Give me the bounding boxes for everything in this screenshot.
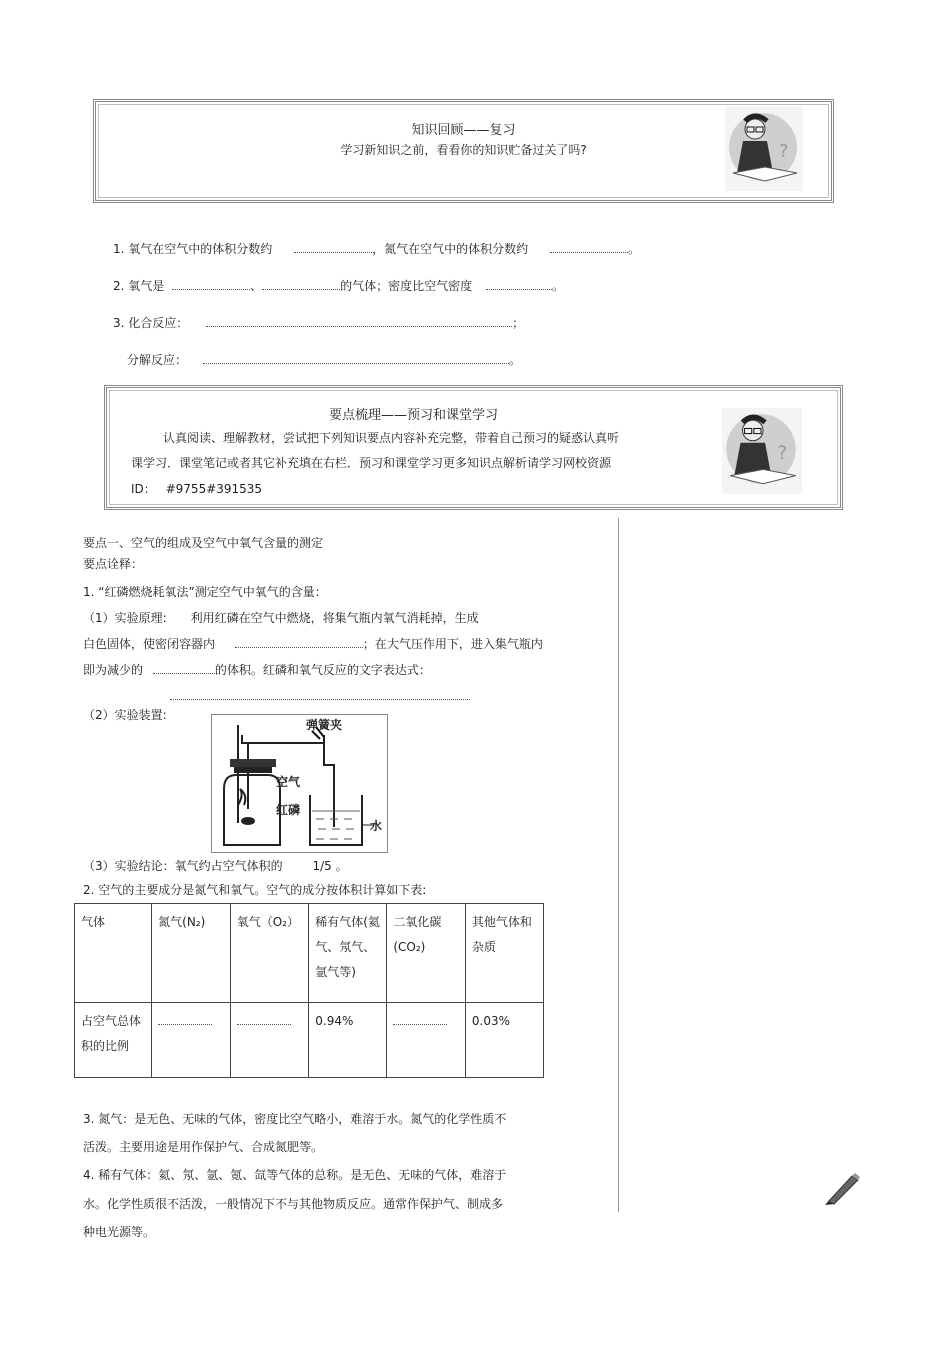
header-other: 其他气体和杂质 [465,904,543,1003]
header-oxygen: 氧气（O₂） [230,904,309,1003]
section1-p4 [83,661,431,678]
q1-blank-2[interactable] [550,240,628,253]
q3-text-b: 分解反应： [127,353,188,367]
label-phosphorus: 红磷 [276,803,301,817]
question-2 [113,277,564,294]
header-noble-gases: 稀有气体(氦气、氖气、氩气等) [309,904,387,1003]
p4-blank[interactable] [153,661,215,674]
section1-subheading: 要点诠释： [83,557,144,571]
nitrogen-p2: 活泼。主要用途是用作保护气、合成氮肥等。 [83,1140,324,1154]
section1-p3 [83,635,543,652]
cell-co2[interactable] [387,1003,466,1078]
header-co2: 二氧化碳(CO₂) [387,904,466,1003]
header-gas: 气体 [75,904,152,1003]
key-line-2: 课学习．课堂笔记或者其它补充填在右栏．预习和课堂学习更多知识点解析请学习网校资源 [131,456,612,470]
q3-text-a: 3. 化合反应： [113,316,189,330]
teacher-reading-icon [722,408,802,494]
noble-p2: 水。化学性质很不活泼，一般情况下不与其他物质反应。通常作保护气、制成多 [83,1197,504,1211]
table-row [75,1003,544,1078]
q2-text-b: 的气体；密度比空气密度 [340,279,473,293]
header-nitrogen: 氮气(N₂) [152,904,231,1003]
p3-text-a: 白色固体，使密闭容器内 [83,637,216,651]
svg-text:?: ? [777,443,788,465]
review-box [93,99,834,203]
q1-text-b: ，氮气在空气中的体积分数约 [372,242,529,256]
q1-end: 。 [627,242,640,256]
cell-nitrogen[interactable] [152,1003,231,1078]
key-points-box [104,385,843,510]
q3b-end: 。 [508,353,521,367]
noble-p1: 4. 稀有气体：氦、氖、氩、氪、氙等气体的总称。是无色、无味的气体，难溶于 [83,1168,507,1182]
p4-text-a: 即为减少的 [83,663,144,677]
p3-text-b: ；在大气压作用下，进入集气瓶内 [362,637,543,651]
label-air: 空气 [276,775,301,789]
p6-text-a: （3）实验结论：氧气约占空气体积的 [83,859,283,873]
q2-text-a: 2. 氧气是 [113,279,165,293]
cell-noble-gases: 0.94% [309,1003,387,1078]
noble-p3: 种电光源等。 [83,1225,156,1239]
p6-end: 。 [335,859,348,873]
review-subtitle: 学习新知识之前，看看你的知识贮备过关了吗? [340,143,587,157]
table-header-row [75,904,544,1003]
section1-p6 [83,858,348,874]
teacher-reading-icon [725,107,803,191]
section1-p1: 1. “红磷燃烧耗氧法”测定空气中氧气的含量： [83,585,327,599]
air-composition-table [74,903,544,1078]
pen-icon [822,1170,862,1206]
question-3b [127,351,521,368]
p6-fraction: 1/5 [312,859,332,873]
p3-blank[interactable] [235,635,363,648]
cell-other: 0.03% [465,1003,543,1078]
experiment-apparatus [211,714,388,853]
nitrogen-p1: 3. 氮气：是无色、无味的气体，密度比空气略小，难溶于水。氮气的化学性质不 [83,1112,507,1126]
section1-heading: 要点一、空气的组成及空气中氧气含量的测定 [83,536,324,550]
svg-text:?: ? [779,141,789,162]
notes-column-divider [618,518,619,1212]
question-3 [113,314,524,331]
id-label: ID： [131,482,156,496]
q3-blank-1[interactable] [206,314,512,327]
q2-sep: 、 [250,279,263,293]
key-title: 要点梳理——预习和课堂学习 [328,408,498,423]
id-value: #9755#391535 [165,482,263,496]
equation-blank[interactable] [170,699,470,700]
cell-oxygen[interactable] [230,1003,309,1078]
q2-blank-2[interactable] [262,277,340,290]
row-label: 占空气总体积的比例 [75,1003,152,1078]
section1-p7: 2. 空气的主要成分是氮气和氧气。空气的成分按体积计算如下表: [83,883,427,897]
section1-p2: （1）实验原理: 利用红磷在空气中燃烧，将集气瓶内氧气消耗掉，生成 [83,611,479,625]
question-1 [113,240,640,257]
q2-blank-3[interactable] [486,277,552,290]
q3-end: ； [512,316,525,330]
section1-p5: （2）实验装置: [83,708,167,722]
q3-blank-2[interactable] [203,351,509,364]
q2-end: 。 [551,279,564,293]
review-title: 知识回顾——复习 [411,123,516,138]
label-water: 水 [370,819,383,833]
key-resource-id [131,480,262,497]
p4-text-b: 的体积。红磷和氧气反应的文字表达式： [214,663,431,677]
q1-blank-1[interactable] [294,240,372,253]
q1-text-a: 1. 氧气在空气中的体积分数约 [113,242,273,256]
q2-blank-1[interactable] [172,277,250,290]
label-clamp: 弹簧夹 [306,718,343,732]
key-line-1: 认真阅读、理解教材，尝试把下列知识要点内容补充完整，带着自己预习的疑惑认真听 [163,431,620,445]
